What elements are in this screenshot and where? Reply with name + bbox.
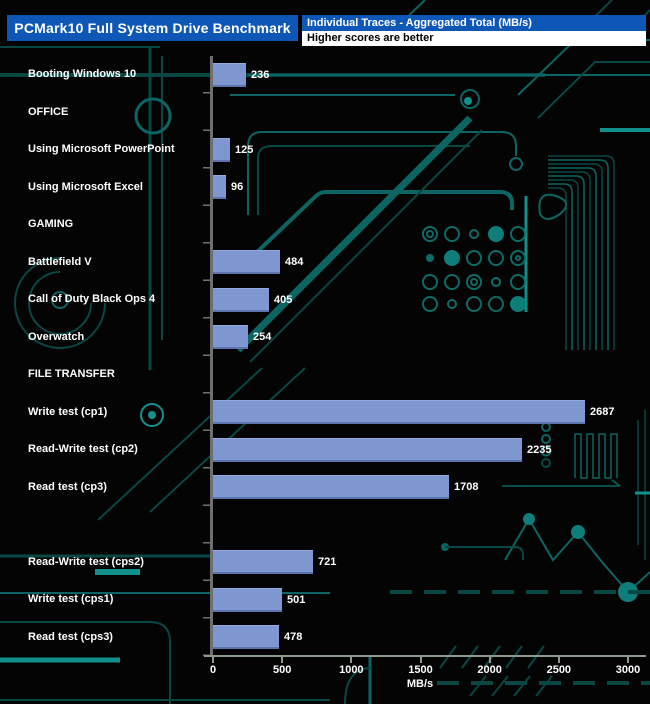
x-tick-label: 0	[209, 664, 217, 676]
bar	[213, 588, 282, 612]
section-label: FILE TRANSFER	[28, 368, 115, 380]
bar-group	[213, 175, 243, 199]
bar-value: 1708	[454, 481, 479, 493]
section-row	[0, 356, 650, 394]
bar	[213, 288, 269, 312]
bar	[213, 138, 230, 162]
bar-value: 236	[251, 68, 270, 81]
x-tick	[350, 657, 352, 663]
chart-row	[0, 469, 650, 507]
bar	[213, 175, 226, 199]
bar-group	[213, 550, 336, 574]
chart-row	[0, 394, 650, 432]
x-tick	[212, 657, 214, 663]
bar	[213, 475, 449, 499]
x-tick-label: 1000	[339, 664, 364, 676]
chart-row	[0, 581, 650, 619]
legend-title: Individual Traces - Aggregated Total (MB/s)	[302, 15, 646, 31]
x-tick	[281, 657, 283, 663]
x-tick	[558, 657, 560, 663]
row-label: Write test (cp1)	[28, 405, 108, 418]
x-tick	[489, 657, 491, 663]
bar-group	[213, 475, 478, 499]
bar-value: 254	[253, 331, 272, 343]
section-row	[0, 94, 650, 132]
row-label: Call of Duty Black Ops 4	[28, 293, 156, 305]
section-label: GAMING	[28, 218, 74, 230]
section-label: OFFICE	[28, 105, 69, 118]
chart-row	[0, 619, 650, 657]
x-tick-label: 500	[272, 664, 292, 676]
x-tick	[627, 657, 629, 663]
bar-value: 2235	[527, 443, 552, 456]
bar-value: 405	[274, 293, 293, 306]
x-tick	[420, 657, 422, 663]
title-banner	[7, 15, 298, 41]
legend-note: Higher scores are better	[302, 31, 646, 46]
x-tick-label: 3000	[615, 664, 641, 676]
bar-value: 96	[231, 181, 244, 193]
bar-value: 501	[287, 593, 306, 606]
chart-row	[0, 544, 650, 582]
x-tick-label: 1500	[408, 664, 433, 676]
row-label: Booting Windows 10	[28, 68, 137, 80]
legend-banner	[302, 15, 646, 46]
bar-group	[213, 400, 614, 424]
bar	[213, 325, 248, 349]
chart-row	[0, 169, 650, 207]
bar	[213, 400, 585, 424]
section-row	[0, 206, 650, 244]
x-tick-label: 2000	[477, 664, 502, 676]
row-label: Read test (cp3)	[28, 480, 107, 493]
row-label: Using Microsoft PowerPoint	[28, 143, 175, 155]
bar-value: 484	[285, 256, 304, 268]
row-label: Read test (cps3)	[28, 630, 113, 643]
chart-row	[0, 56, 650, 94]
bar-group	[213, 63, 269, 87]
bar-value: 2687	[590, 406, 615, 418]
row-label: Write test (cps1)	[28, 593, 114, 605]
row-label: Read-Write test (cp2)	[28, 443, 138, 455]
bar-group	[213, 250, 303, 274]
bar	[213, 438, 522, 462]
bar-value: 721	[318, 556, 337, 568]
bar-group	[213, 588, 305, 612]
bar-group	[213, 288, 292, 312]
bar-group	[213, 625, 302, 649]
bar-group	[213, 438, 551, 462]
row-label: Overwatch	[28, 330, 85, 343]
plot-area	[0, 56, 650, 656]
row-label: Using Microsoft Excel	[28, 180, 143, 193]
bar-value: 125	[235, 143, 254, 156]
spacer-row	[0, 506, 650, 544]
bar	[213, 250, 280, 274]
chart-row	[0, 131, 650, 169]
chart-row	[0, 244, 650, 282]
bar-group	[213, 325, 271, 349]
bar	[213, 550, 313, 574]
bar-group	[213, 138, 253, 162]
chart-row	[0, 319, 650, 357]
row-label: Read-Write test (cps2)	[28, 555, 144, 568]
bar	[213, 63, 246, 87]
x-axis-title: MB/s	[406, 678, 434, 690]
chart-row	[0, 431, 650, 469]
chart-row	[0, 281, 650, 319]
bar-value: 478	[284, 631, 303, 643]
page-title: PCMark10 Full System Drive Benchmark	[14, 20, 291, 36]
row-label: Battlefield V	[28, 255, 92, 268]
bar	[213, 625, 279, 649]
x-tick-label: 2500	[546, 664, 572, 676]
